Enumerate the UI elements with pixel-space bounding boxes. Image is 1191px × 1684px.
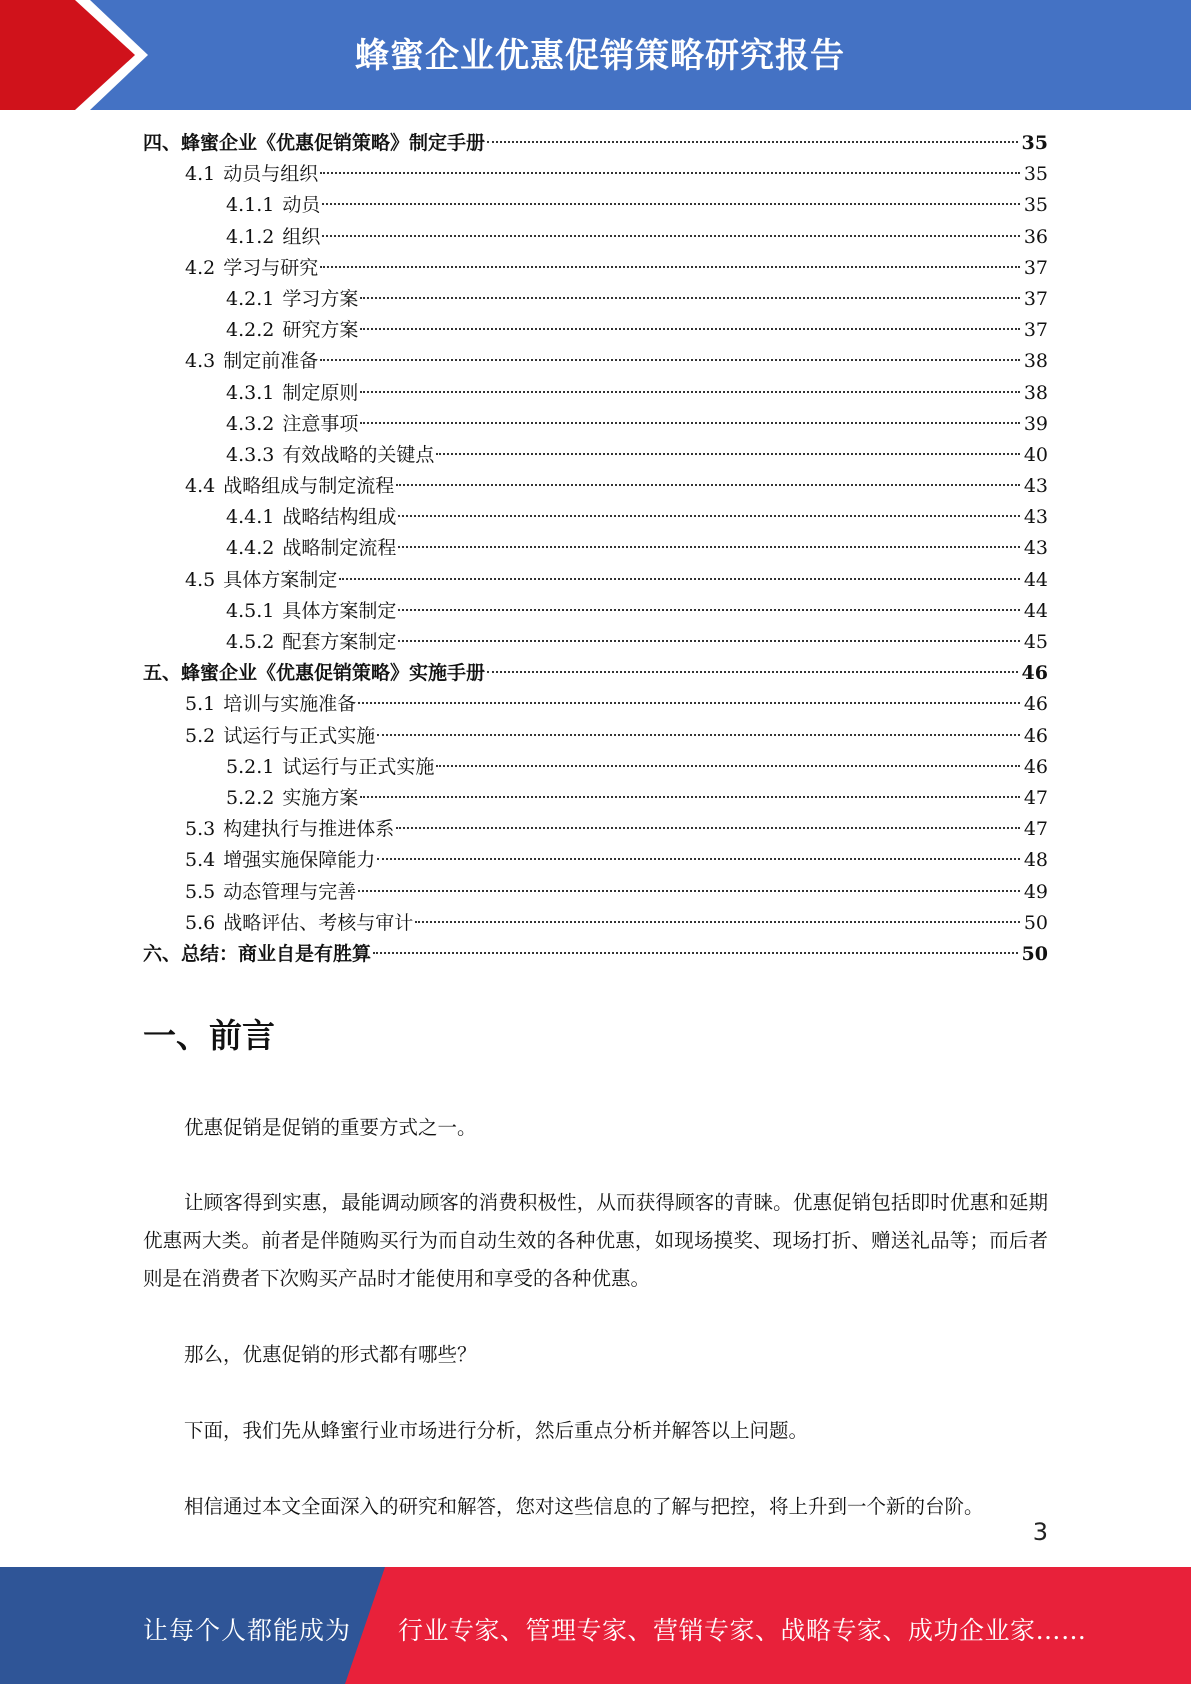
toc-entry-title: 战略制定流程 <box>282 537 397 560</box>
toc-entry-title: 动员与组织 <box>223 163 319 186</box>
toc-entry-page: 43 <box>1023 475 1048 498</box>
toc-dot-leader <box>396 827 1020 829</box>
toc-entry-title: 培训与实施准备 <box>223 693 357 716</box>
toc-entry-number: 5.6 <box>185 911 216 934</box>
toc-entry-page: 39 <box>1023 412 1048 435</box>
toc-dot-leader <box>398 546 1019 548</box>
toc-entry[interactable] <box>143 378 1048 409</box>
toc-entry-page: 48 <box>1023 849 1048 872</box>
toc-dot-leader <box>487 141 1018 143</box>
toc-entry-page: 35 <box>1023 194 1048 217</box>
toc-entry-number: 4.2 <box>185 256 216 279</box>
toc-entry-title: 试运行与正式实施 <box>223 724 376 747</box>
toc-entry[interactable] <box>143 471 1048 502</box>
toc-entry-number: 5.4 <box>185 849 216 872</box>
toc-entry[interactable] <box>143 502 1048 533</box>
toc-entry-page: 36 <box>1023 225 1048 248</box>
toc-entry[interactable] <box>143 533 1048 564</box>
toc-dot-leader <box>320 172 1020 174</box>
toc-entry-number: 5.3 <box>185 818 216 841</box>
toc-entry-number: 4.3.2 <box>226 412 275 435</box>
toc-entry-title: 有效战略的关键点 <box>282 443 435 466</box>
toc-entry-page: 40 <box>1023 443 1048 466</box>
paragraph-3: 那么，优惠促销的形式都有哪些？ <box>184 1343 477 1366</box>
toc-entry-number: 4.3.1 <box>226 381 275 404</box>
toc-dot-leader <box>487 671 1018 673</box>
toc-entry-title: 实施方案 <box>282 786 359 809</box>
paragraph-1: 优惠促销是促销的重要方式之一。 <box>184 1116 477 1139</box>
toc-entry-number: 4.4.2 <box>226 537 275 560</box>
toc-entry-number: 5.1 <box>185 693 216 716</box>
toc-entry-number: 4.5.1 <box>226 599 275 622</box>
toc-entry[interactable] <box>143 658 1048 689</box>
paragraph-5: 相信通过本文全面深入的研究和解答，您对这些信息的了解与把控，将上升到一个新的台阶。 <box>184 1495 984 1518</box>
toc-entry-page: 37 <box>1023 256 1048 279</box>
toc-entry-page: 47 <box>1023 818 1048 841</box>
toc-entry-page: 49 <box>1023 880 1048 903</box>
toc-dot-leader <box>322 203 1019 205</box>
toc-entry-title: 动态管理与完善 <box>223 880 357 903</box>
toc-dot-leader <box>358 890 1020 892</box>
toc-entry-title: 学习与研究 <box>223 256 319 279</box>
toc-dot-leader <box>436 453 1019 455</box>
toc-entry-number: 4.3.3 <box>226 443 275 466</box>
toc-dot-leader <box>360 297 1019 299</box>
toc-dot-leader <box>373 952 1018 954</box>
toc-entry-page: 46 <box>1023 693 1048 716</box>
toc-dot-leader <box>396 484 1020 486</box>
toc-entry-number: 4.2.1 <box>226 287 275 310</box>
toc-entry-page: 47 <box>1023 786 1048 809</box>
toc-dot-leader <box>377 734 1020 736</box>
toc-entry-title: 配套方案制定 <box>282 631 397 653</box>
toc-entry[interactable] <box>143 814 1048 845</box>
toc-entry-title: 动员 <box>282 194 321 217</box>
document-title: 蜂蜜企业优惠促销策略研究报告 <box>355 36 845 76</box>
toc-dot-leader <box>320 359 1020 361</box>
toc-entry-number: 5.2.2 <box>226 786 275 809</box>
toc-entry-page: 45 <box>1023 631 1048 653</box>
toc-entry[interactable] <box>143 253 1048 284</box>
toc-entry-page: 37 <box>1023 319 1048 342</box>
toc-entry[interactable] <box>143 315 1048 346</box>
toc-entry-page: 50 <box>1023 911 1048 934</box>
toc-entry[interactable] <box>143 284 1048 315</box>
toc-entry-title: 四、蜂蜜企业《优惠促销策略》制定手册 <box>143 132 486 154</box>
toc-dot-leader <box>398 609 1019 611</box>
toc-entry-title: 试运行与正式实施 <box>282 755 435 778</box>
toc-entry-page: 38 <box>1023 350 1048 373</box>
toc-entry-page: 35 <box>1023 163 1048 186</box>
toc-entry[interactable] <box>143 721 1048 752</box>
toc-entry[interactable] <box>143 222 1048 253</box>
paragraph-4: 下面，我们先从蜂蜜行业市场进行分析，然后重点分析并解答以上问题。 <box>184 1419 809 1442</box>
toc-entry-number: 4.4 <box>185 475 216 498</box>
toc-entry-page: 43 <box>1023 537 1048 560</box>
toc-entry-page: 38 <box>1023 381 1048 404</box>
toc-entry-title: 具体方案制定 <box>223 568 338 591</box>
toc-entry-number: 4.5 <box>185 568 216 591</box>
toc-entry[interactable] <box>143 939 1048 970</box>
toc-entry[interactable] <box>143 346 1048 377</box>
toc-entry-number: 4.3 <box>185 350 216 373</box>
toc-entry-number: 4.2.2 <box>226 319 275 342</box>
toc-entry-number: 4.4.1 <box>226 506 275 529</box>
toc-entry-title: 构建执行与推进体系 <box>223 818 395 841</box>
toc-dot-leader <box>360 422 1019 424</box>
toc-entry-number: 4.5.2 <box>226 631 275 653</box>
toc-entry[interactable] <box>143 128 1048 159</box>
toc-dot-leader <box>398 640 1019 642</box>
toc-entry-title: 研究方案 <box>282 319 359 342</box>
footer-tagline: 行业专家、管理专家、营销专家、战略专家、成功企业家…… <box>398 1616 1087 1645</box>
toc-entry-title: 具体方案制定 <box>282 599 397 622</box>
toc-dot-leader <box>322 235 1019 237</box>
toc-entry-page: 46 <box>1023 724 1048 747</box>
toc-entry-title: 六、总结：商业自是有胜算 <box>143 942 372 965</box>
toc-entry-title: 五、蜂蜜企业《优惠促销策略》实施手册 <box>143 662 486 685</box>
section-heading: 一、前言 <box>143 1016 275 1055</box>
toc-entry[interactable] <box>143 627 1048 658</box>
toc-entry[interactable] <box>143 845 1048 876</box>
footer-slogan: 让每个人都能成为 <box>143 1616 352 1645</box>
toc-entry-page: 46 <box>1023 755 1048 778</box>
toc-entry-title: 制定原则 <box>282 381 359 404</box>
toc-entry[interactable] <box>143 752 1048 783</box>
toc-dot-leader <box>360 796 1019 798</box>
table-of-contents <box>143 128 1048 970</box>
toc-dot-leader <box>360 328 1019 330</box>
toc-entry-number: 4.1 <box>185 163 216 186</box>
toc-dot-leader <box>320 266 1020 268</box>
toc-entry-title: 战略组成与制定流程 <box>223 475 395 498</box>
toc-entry[interactable] <box>143 908 1048 939</box>
toc-entry-number: 5.5 <box>185 880 216 903</box>
toc-dot-leader <box>339 578 1020 580</box>
toc-entry[interactable] <box>143 159 1048 190</box>
toc-entry-number: 4.1.2 <box>226 225 275 248</box>
toc-entry[interactable] <box>143 689 1048 720</box>
toc-dot-leader <box>377 858 1020 860</box>
toc-entry[interactable] <box>143 596 1048 627</box>
toc-entry-number: 4.1.1 <box>226 194 275 217</box>
paragraph-2: 让顾客得到实惠，最能调动顾客的消费积极性，从而获得顾客的青睐。优惠促销包括即时优惠和延期优惠两大类。前者是伴随购买行为而自动生效的各种优惠，如现场摸奖、现场打折、赠送礼品等；而后者则是在消费者下次购买产品时才能使用和享受的各种优惠。 <box>143 1191 1048 1290</box>
toc-entry[interactable] <box>143 409 1048 440</box>
toc-entry-page: 35 <box>1021 132 1048 154</box>
toc-entry-title: 增强实施保障能力 <box>223 849 376 872</box>
toc-entry-title: 组织 <box>282 225 321 248</box>
toc-entry[interactable] <box>143 565 1048 596</box>
toc-entry-title: 制定前准备 <box>223 350 319 373</box>
toc-entry-title: 注意事项 <box>282 412 359 435</box>
page-footer <box>0 1567 1191 1684</box>
toc-entry-page: 43 <box>1023 506 1048 529</box>
toc-entry[interactable] <box>143 783 1048 814</box>
toc-entry[interactable] <box>143 877 1048 908</box>
toc-entry-page: 44 <box>1023 599 1048 622</box>
toc-entry-number: 5.2 <box>185 724 216 747</box>
toc-entry-number: 5.2.1 <box>226 755 275 778</box>
page-header <box>0 0 1191 110</box>
toc-entry-page: 44 <box>1023 568 1048 591</box>
toc-entry-page: 46 <box>1021 662 1048 685</box>
toc-dot-leader <box>358 702 1020 704</box>
toc-entry-title: 战略结构组成 <box>282 506 397 529</box>
toc-dot-leader <box>398 515 1019 517</box>
toc-entry-title: 学习方案 <box>282 287 359 310</box>
toc-entry[interactable] <box>143 440 1048 471</box>
toc-dot-leader <box>360 391 1019 393</box>
toc-entry-title: 战略评估、考核与审计 <box>223 911 414 934</box>
page-number: 3 <box>1032 1518 1048 1546</box>
toc-dot-leader <box>415 921 1020 923</box>
toc-dot-leader <box>436 765 1019 767</box>
toc-entry-page: 50 <box>1021 942 1048 965</box>
toc-entry-page: 37 <box>1023 287 1048 310</box>
toc-entry[interactable] <box>143 190 1048 221</box>
